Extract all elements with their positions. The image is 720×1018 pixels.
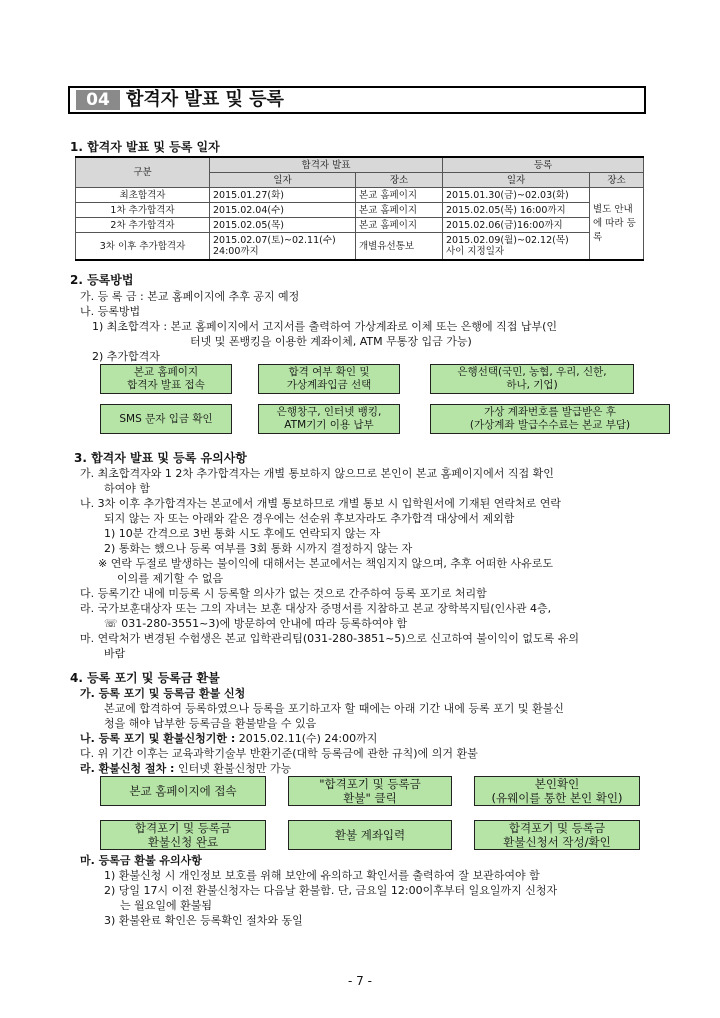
s3-line-8: 다. 등록기간 내에 미등록 시 등록할 의사가 없는 것으로 간주하여 등록 포기로 처리함	[80, 587, 487, 600]
s3-line-1: 하여야 함	[104, 482, 151, 495]
th-place: 장소	[356, 173, 443, 188]
s2-n1a: 1) 최초합격자 : 본교 홈페이지에서 고지서를 출력하여 가상계좌로 이체 또는 은행에 직접 납부(인	[92, 320, 558, 333]
s4-ma2b: 는 월요일에 환불됨	[120, 899, 213, 912]
flow-box-3: 은행선택(국민, 농협, 우리, 신한, 하나, 기업)	[430, 364, 634, 394]
s3-line-2: 나. 3차 이후 추가합격자는 본교에서 개별 통보하므로 개별 통보 시 입학원서에 기재된 연락처로 연락	[80, 497, 561, 510]
s3-line-4: 1) 10분 간격으로 3번 통화 시도 후에도 연락되지 않는 자	[104, 527, 381, 540]
s2-n1b: 터넷 및 폰뱅킹을 이용한 계좌이체, ATM 무통장 입금 가능)	[190, 335, 472, 348]
s4-na-label: 나. 등록 포기 및 환불신청기한 :	[80, 732, 236, 745]
cell-announce-date: 2015.02.07(토)~02.11(수) 24:00까지	[210, 233, 356, 261]
s4-ga2: 청을 해야 납부한 등록금을 환불받을 수 있음	[104, 717, 317, 730]
cell-register-place: 별도 안내 에 따라 등 록	[590, 188, 644, 261]
th-category: 구분	[76, 157, 210, 188]
flow-box-5: 은행창구, 인터넷 뱅킹, ATM기기 이용 납부	[258, 404, 400, 434]
cell-category: 최초합격자	[76, 188, 210, 203]
table-row	[76, 188, 644, 203]
s4-ma-title: 마. 등록금 환불 유의사항	[80, 854, 202, 867]
cell-register-date: 2015.02.05(목) 16:00까지	[443, 203, 590, 218]
s2-ga: 가. 등 록 금 : 본교 홈페이지에 추후 공지 예정	[80, 290, 300, 303]
s4-ma2a: 2) 당일 17시 이전 환불신청자는 다음날 환불함. 단, 금요일 12:00이후부터 일요일까지 신청자	[104, 884, 558, 897]
cell-announce-date: 2015.02.05(목)	[210, 218, 356, 233]
flow-box-4: SMS 문자 입금 확인	[100, 404, 232, 434]
s1-title: 1. 합격자 발표 및 등록 일자	[70, 140, 220, 154]
table-row	[76, 233, 644, 261]
refund-box-6: 합격포기 및 등록금 환불신청서 작성/확인	[474, 820, 640, 850]
refund-box-3: 본인확인 (유웨이를 통한 본인 확인)	[474, 776, 640, 806]
s3-line-10: ☏ 031-280-3551~3)에 방문하여 안내에 따라 등록하여야 함	[104, 617, 408, 630]
cell-announce-place: 개별유선통보	[356, 233, 443, 261]
s3-title: 3. 합격자 발표 및 등록 유의사항	[74, 451, 247, 465]
s2-title: 2. 등록방법	[70, 273, 134, 287]
th-register: 등록	[443, 157, 644, 173]
s4-da: 다. 위 기간 이후는 교육과학기술부 반환기준(대학 등록금에 관한 규칙)에 의거 환불	[80, 747, 478, 760]
refund-box-1: 본교 홈페이지에 접속	[100, 776, 266, 806]
cell-category: 1차 추가합격자	[76, 203, 210, 218]
schedule-table	[75, 156, 644, 261]
table-row	[76, 203, 644, 218]
s2-na: 나. 등록방법	[80, 305, 141, 318]
cell-announce-place: 본교 홈페이지	[356, 188, 443, 203]
cell-register-date: 2015.01.30(금)~02.03(화)	[443, 188, 590, 203]
s4-ra	[80, 762, 291, 776]
page-number: - 7 -	[348, 974, 372, 988]
refund-box-5: 환불 계좌입력	[288, 820, 452, 850]
refund-box-2: "합격포기 및 등록금 환불" 클릭	[288, 776, 452, 806]
s4-na-value: 2015.02.11(수) 24:00까지	[238, 732, 378, 745]
s4-ga-title: 가. 등록 포기 및 등록금 환불 신청	[80, 687, 246, 700]
s4-na	[80, 732, 377, 746]
refund-box-4: 합격포기 및 등록금 환불신청 완료	[100, 820, 266, 850]
s3-line-6: ※ 연락 두절로 발생하는 불이익에 대해서는 본교에서는 책임지지 않으며, 추후 어떠한 사유로도	[98, 557, 553, 570]
cell-register-date: 2015.02.06(금)16:00까지	[443, 218, 590, 233]
section-number: 04	[76, 90, 120, 110]
cell-category: 3차 이후 추가합격자	[76, 233, 210, 261]
flow-box-2: 합격 여부 확인 및 가상계좌입금 선택	[258, 364, 400, 394]
section-title: 합격자 발표 및 등록	[126, 89, 284, 110]
cell-category: 2차 추가합격자	[76, 218, 210, 233]
section-header-bar	[68, 86, 646, 114]
s4-ma1: 1) 환불신청 시 개인정보 보호를 위해 보안에 유의하고 확인서를 출력하여 잘 보관하여야 함	[104, 869, 540, 882]
cell-announce-date: 2015.02.04(수)	[210, 203, 356, 218]
s3-line-7: 이의를 제기할 수 없음	[117, 572, 224, 585]
s4-ra-value: 인터넷 환불신청만 가능	[177, 762, 292, 775]
s4-ra-label: 라. 환불신청 절차 :	[80, 762, 175, 775]
th-date: 일자	[210, 173, 356, 188]
s2-n2: 2) 추가합격자	[92, 350, 160, 363]
flow-box-6: 가상 계좌번호를 발급받은 후 (가상계좌 발급수수료는 본교 부담)	[430, 404, 670, 434]
s3-line-11: 마. 연락처가 변경된 수험생은 본교 입학관리팀(031-280-3851~5)으로 신고하여 불이익이 없도록 유의	[80, 632, 579, 645]
cell-announce-date: 2015.01.27(화)	[210, 188, 356, 203]
s3-line-5: 2) 통화는 했으나 등록 여부를 3회 통화 시까지 결정하지 않는 자	[104, 542, 413, 555]
th-date2: 일자	[443, 173, 590, 188]
th-place2: 장소	[590, 173, 644, 188]
cell-register-date: 2015.02.09(월)~02.12(목) 사이 지정일자	[443, 233, 590, 261]
s3-line-3: 되지 않는 자 또는 아래와 같은 경우에는 선순위 후보자라도 추가합격 대상에서 제외함	[104, 512, 515, 525]
table-row	[76, 218, 644, 233]
s4-ma3: 3) 환불완료 확인은 등록확인 절차와 동일	[104, 914, 303, 927]
s3-line-12: 바람	[104, 647, 126, 660]
s4-title: 4. 등록 포기 및 등록금 환불	[70, 671, 220, 685]
cell-announce-place: 본교 홈페이지	[356, 203, 443, 218]
s4-ga1: 본교에 합격하여 등록하였으나 등록을 포기하고자 할 때에는 아래 기간 내에 등록 포기 및 환불신	[104, 702, 564, 715]
s3-line-9: 라. 국가보훈대상자 또는 그의 자녀는 보훈 대상자 증명서를 지참하고 본교 장학복지팀(인사관 4층,	[80, 602, 552, 615]
s3-line-0: 가. 최초합격자와 1 2차 추가합격자는 개별 통보하지 않으므로 본인이 본교 홈페이지에서 직접 확인	[80, 467, 554, 480]
flow-box-1: 본교 홈페이지 합격자 발표 접속	[100, 364, 232, 394]
cell-announce-place: 본교 홈페이지	[356, 218, 443, 233]
th-announce: 합격자 발표	[210, 157, 443, 173]
